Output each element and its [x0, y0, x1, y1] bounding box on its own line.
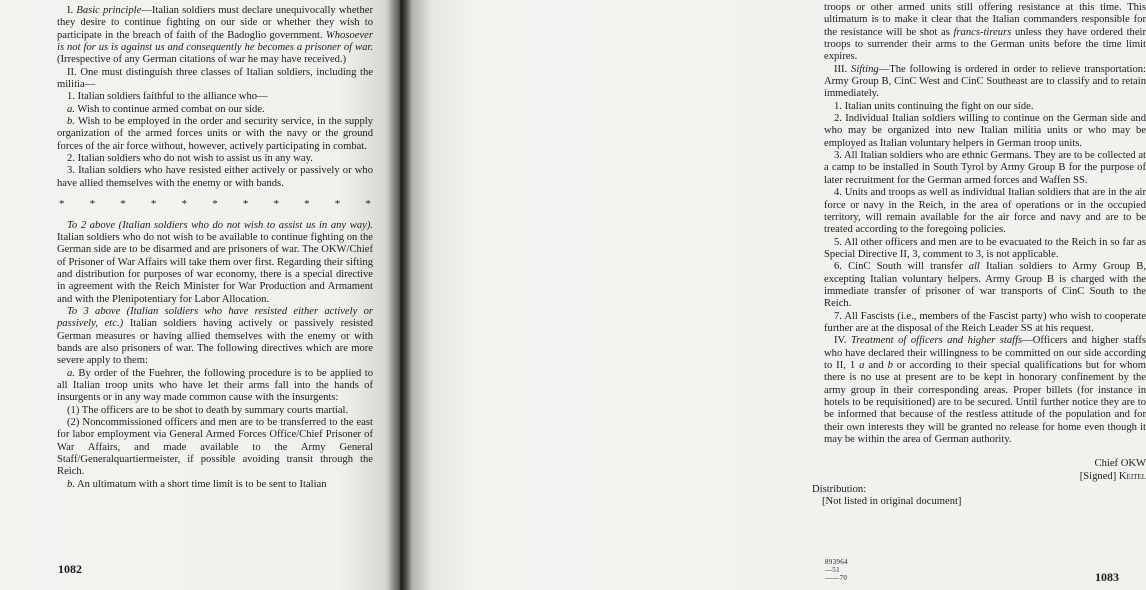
left-paragraph: b. An ultimatum with a short time limit is to be sent to Italian: [67, 478, 327, 490]
left-paragraph: To 2 above (Italian soldiers who do not wish to assist us in any way). Italian soldiers who do not wish to be available to continue fighting on the German side are to be disarmed and are prisoners of war. The OKW/Chief of Prisoner of War Affairs will take them over first. Regarding their sifting and distribution for purposes of war economy, there is a special directive in agreement with the Reich Minister for War Production and Armament and with the Plenipotentiary for Labor Allocation.: [57, 219, 373, 305]
distribution-label: Distribution:: [812, 484, 867, 496]
separator-star: *: [120, 198, 126, 211]
separator-star: *: [242, 198, 249, 211]
left-paragraph: a. Wish to continue armed combat on our side.: [67, 103, 265, 115]
separator-star: *: [334, 198, 341, 211]
page-number-right: 1083: [1095, 570, 1119, 584]
book-gutter-shadow: [388, 0, 412, 590]
left-paragraph: a. By order of the Fuehrer, the following procedure is to be applied to all Italian troop units who have let their arms fall into the hands of insurgents or in any way made common cause with the insurgents:: [57, 367, 373, 404]
right-paragraph: 3. All Italian soldiers who are ethnic Germans. They are to be collected at a camp to be installed in South Tyrol by Army Group B for the purpose of later recruitment for the German armed forces and Waffen SS.: [824, 150, 1146, 186]
left-part1: [57, 5, 373, 190]
separator-star: *: [273, 198, 279, 211]
left-page: [0, 0, 400, 590]
left-paragraph: b. Wish to be employed in the order and security service, in the supply organization of the armed forces units or with the navy or the ground forces of the air force without, however, actively participating in combat.: [57, 116, 373, 152]
right-paragraphs: [824, 2, 1146, 446]
right-paragraph: 4. Units and troops as well as individual Italian soldiers that are in the air force or navy in the Reich, in the area of operations or in the occupied territory, will remain available for the air force and navy and are to be treated according to the foregoing policies.: [824, 187, 1146, 236]
section-separator-stars: [59, 198, 371, 210]
left-paragraph: (1) The officers are to be shot to death by summary courts martial.: [67, 404, 349, 416]
left-paragraph: 2. Italian soldiers who do not wish to assist us in any way.: [67, 153, 313, 165]
separator-star: *: [150, 198, 157, 211]
distribution-value: [Not listed in original document]: [822, 496, 962, 508]
separator-star: *: [59, 198, 65, 211]
page-number-left: 1082: [58, 562, 82, 576]
right-paragraph: 5. All other officers and men are to be evacuated to the Reich in so far as Special Directive II, 3, comment to 3, is not applicable.: [824, 236, 1146, 260]
left-paragraph: II. One must distinguish three classes of Italian soldiers, including the militia—: [57, 66, 373, 91]
left-paragraph: To 3 above (Italian soldiers who have resisted either actively or passively, etc.) Italian soldiers having actively or passively resisted German measures or having allied themselves with the enemy or with bands are also prisoners of war. The following directives which are more severe apply to them:: [57, 305, 373, 367]
left-paragraph: 3. Italian soldiers who have resisted either actively or passively or who have allied themselves with the enemy or with bands.: [57, 165, 373, 189]
left-paragraph: I. Basic principle—Italian soldiers must declare unequivocally whether they desire to continue fighting on our side or whether they wish to participate in the breach of faith of the Badoglio government. Whosoever is not for us is against us and consequently he becomes a prisoner of war. (Irrespective of any German citations of war he may have received.): [57, 5, 374, 66]
right-paragraph: IV. Treatment of officers and higher staffs—Officers and higher staffs who have declared their willingness to be committed on our side according to II, 1 a and b or according to their special qualifications but for whom there is no use at present are to be kept in honorary confinement by the army group in their corresponding areas. Proper billets (for instance in hotels to be requisitioned) are to be secured. Until further notice they are to be informed that because of the restless attitude of the population and for their own interests they will be granted no release for home even though it may be within the area of German authority.: [824, 335, 1146, 446]
left-paragraph: (2) Noncommissioned officers and men are to be transferred to the east for labor employment via General Armed Forces Office/Chief Prisoner of War Affairs, and made available to the Army General Staff/Generalquartiermeister, if possible avoiding transit through the Reich.: [57, 417, 373, 478]
right-paragraph: 2. Individual Italian soldiers willing to continue on the German side and who may be organized into new Italian militia units or who may be employed as Italian voluntary helpers in German troop units.: [824, 113, 1146, 149]
right-text-column: [812, 2, 1146, 509]
separator-star: *: [89, 198, 96, 211]
separator-star: *: [212, 198, 218, 211]
signature-title: Chief OKW: [1094, 458, 1146, 470]
separator-star: *: [181, 198, 188, 211]
right-paragraph: 1. Italian units continuing the fight on our side.: [834, 100, 1034, 112]
left-text-column: [57, 5, 373, 491]
signature-line: [Signed] Keitel: [1079, 470, 1146, 482]
right-paragraph: 6. CinC South will transfer all Italian soldiers to Army Group B, excepting Italian voluntary helpers. Army Group B is charged with the immediate transfer of prisoner of war transports of CinC South to the Reich.: [824, 261, 1146, 310]
left-paragraph: 1. Italian soldiers faithful to the alliance who—: [67, 91, 268, 103]
separator-star: *: [365, 198, 371, 211]
right-paragraph: III. Sifting—The following is ordered in order to relieve transportation: Army Group B, CinC West and CinC Southeast are to classify and to retain immediately.: [824, 63, 1146, 100]
right-paragraph: troops or other armed units still offering resistance at this time. This ultimatum is to make it clear that the Italian commanders responsible for the resistance will be shot as francs-tireurs unless they have ordered their troops to surrender their arms to the German units before the time limit expires.: [824, 2, 1146, 63]
left-part2: [57, 220, 373, 492]
right-page: [400, 0, 1146, 590]
print-code: 893964—51——70: [825, 558, 848, 582]
separator-star: *: [304, 198, 310, 211]
right-paragraph: 7. All Fascists (i.e., members of the Fascist party) who wish to cooperate further are at the disposal of the Reich Leader SS at his request.: [824, 310, 1146, 334]
